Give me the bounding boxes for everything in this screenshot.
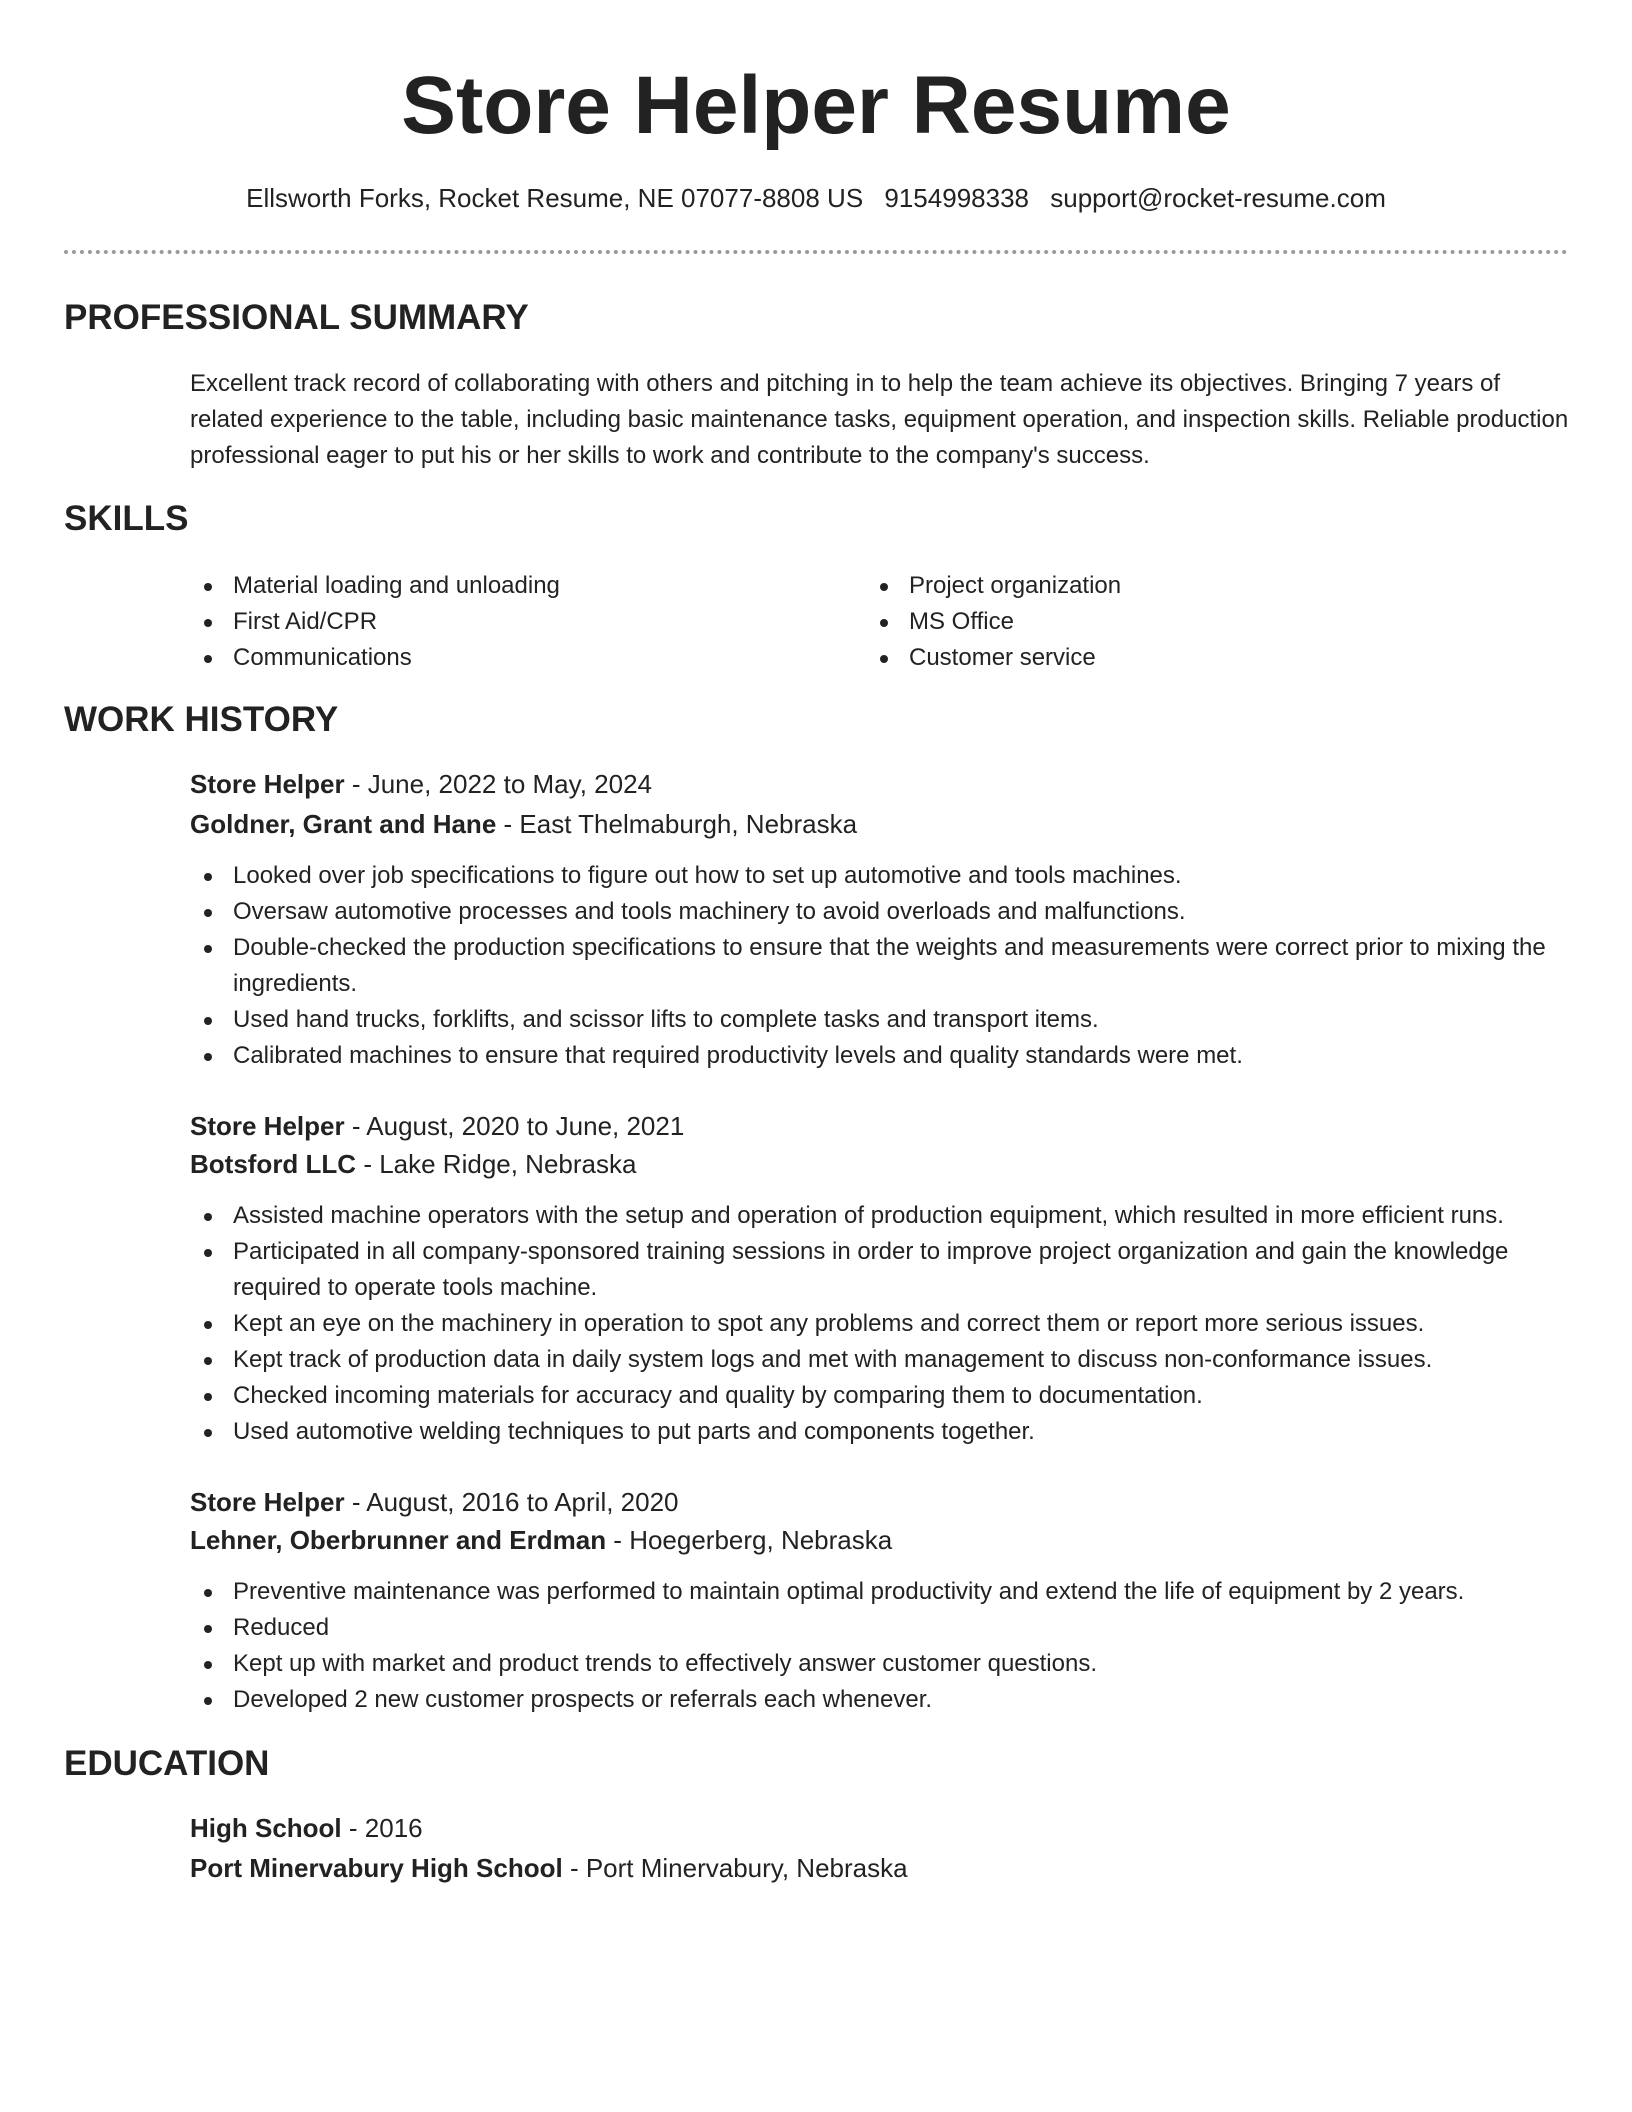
job-title: Store Helper bbox=[190, 1487, 345, 1517]
job-bullet: Double-checked the production specifications to ensure that the weights and measurements were correct prior to mixing the ingredients. bbox=[190, 930, 1574, 1002]
job-bullet: Participated in all company-sponsored training sessions in order to improve project organization and gain the knowledge required to operate tools machine. bbox=[190, 1234, 1574, 1306]
separator: - bbox=[356, 1149, 380, 1179]
skills-column-right bbox=[866, 568, 1506, 676]
contact-email: support@rocket-resume.com bbox=[1050, 183, 1386, 213]
job-bullets bbox=[190, 858, 1574, 1074]
job-title: Store Helper bbox=[190, 769, 345, 799]
job-bullet: Preventive maintenance was performed to maintain optimal productivity and extend the life of equipment by 2 years. bbox=[190, 1574, 1574, 1610]
separator: - bbox=[341, 1813, 365, 1843]
education-heading: EDUCATION bbox=[64, 1744, 270, 1783]
summary-heading: PROFESSIONAL SUMMARY bbox=[64, 298, 529, 337]
job-bullet: Developed 2 new customer prospects or referrals each whenever. bbox=[190, 1682, 1574, 1718]
job-location: East Thelmaburgh, Nebraska bbox=[519, 809, 858, 839]
job-title-line bbox=[190, 1484, 1570, 1520]
job-dates: August, 2016 to April, 2020 bbox=[366, 1487, 679, 1517]
separator: - bbox=[344, 769, 368, 799]
job-bullet: Used automotive welding techniques to put parts and components together. bbox=[190, 1414, 1574, 1450]
job-bullets bbox=[190, 1198, 1574, 1450]
job-bullet: Calibrated machines to ensure that required productivity levels and quality standards were met. bbox=[190, 1038, 1574, 1074]
skill-item: Project organization bbox=[866, 568, 1506, 604]
education-location: Port Minervabury, Nebraska bbox=[585, 1853, 908, 1883]
skill-item: Communications bbox=[190, 640, 830, 676]
job-bullet: Kept an eye on the machinery in operation to spot any problems and correct them or report more serious issues. bbox=[190, 1306, 1574, 1342]
job-company: Goldner, Grant and Hane bbox=[190, 809, 497, 839]
education-year: 2016 bbox=[364, 1813, 423, 1843]
job-bullet: Reduced bbox=[190, 1610, 1574, 1646]
separator: - bbox=[606, 1525, 630, 1555]
separator: - bbox=[344, 1111, 367, 1141]
job-company-line bbox=[190, 1522, 1570, 1558]
job-dates: June, 2022 to May, 2024 bbox=[367, 769, 652, 799]
job-bullet: Checked incoming materials for accuracy and quality by comparing them to documentation. bbox=[190, 1378, 1574, 1414]
job-bullet: Oversaw automotive processes and tools machinery to avoid overloads and malfunctions. bbox=[190, 894, 1574, 930]
education-degree: High School bbox=[190, 1813, 342, 1843]
separator: - bbox=[562, 1853, 586, 1883]
skill-item: Customer service bbox=[866, 640, 1506, 676]
job-bullets bbox=[190, 1574, 1574, 1718]
job-bullet: Looked over job specifications to figure out how to set up automotive and tools machines. bbox=[190, 858, 1574, 894]
skills-list-right bbox=[866, 568, 1506, 676]
job-title-line bbox=[190, 766, 1570, 802]
job-title: Store Helper bbox=[190, 1111, 345, 1141]
job-bullet: Kept track of production data in daily system logs and met with management to discuss non-conformance issues. bbox=[190, 1342, 1574, 1378]
header-divider bbox=[64, 250, 1568, 254]
job-bullet: Used hand trucks, forklifts, and scissor lifts to complete tasks and transport items. bbox=[190, 1002, 1574, 1038]
job-dates: August, 2020 to June, 2021 bbox=[366, 1111, 685, 1141]
contact-line bbox=[0, 180, 1632, 216]
job-company-line bbox=[190, 1146, 1570, 1182]
job-location: Hoegerberg, Nebraska bbox=[629, 1525, 893, 1555]
skills-list-left bbox=[190, 568, 830, 676]
skill-item: MS Office bbox=[866, 604, 1506, 640]
job-company: Botsford LLC bbox=[190, 1149, 357, 1179]
job-company: Lehner, Oberbrunner and Erdman bbox=[190, 1525, 607, 1555]
job-company-line bbox=[190, 806, 1570, 842]
contact-address: Ellsworth Forks, Rocket Resume, NE 07077-8808 US bbox=[246, 183, 864, 213]
skill-item: Material loading and unloading bbox=[190, 568, 830, 604]
education-school-line bbox=[190, 1850, 1570, 1886]
education-degree-line bbox=[190, 1810, 1570, 1846]
work-history-heading: WORK HISTORY bbox=[64, 700, 339, 739]
skills-column-left bbox=[190, 568, 830, 676]
summary-text: Excellent track record of collaborating with others and pitching in to help the team achieve its objectives. Bringing 7 years of related experience to the table, including basic maintenance tasks, equipment operation, and inspection skills. Reliable production professional eager to put his or her skills to work and contribute to the company's success. bbox=[190, 370, 1569, 469]
resume-title: Store Helper Resume bbox=[401, 60, 1231, 151]
education-school: Port Minervabury High School bbox=[190, 1853, 563, 1883]
job-bullet: Kept up with market and product trends to effectively answer customer questions. bbox=[190, 1646, 1574, 1682]
skill-item: First Aid/CPR bbox=[190, 604, 830, 640]
job-location: Lake Ridge, Nebraska bbox=[379, 1149, 637, 1179]
separator: - bbox=[344, 1487, 367, 1517]
job-title-line bbox=[190, 1108, 1570, 1144]
contact-phone: 9154998338 bbox=[884, 183, 1029, 213]
separator: - bbox=[496, 809, 520, 839]
skills-heading: SKILLS bbox=[64, 499, 189, 538]
job-bullet: Assisted machine operators with the setup and operation of production equipment, which resulted in more efficient runs. bbox=[190, 1198, 1574, 1234]
